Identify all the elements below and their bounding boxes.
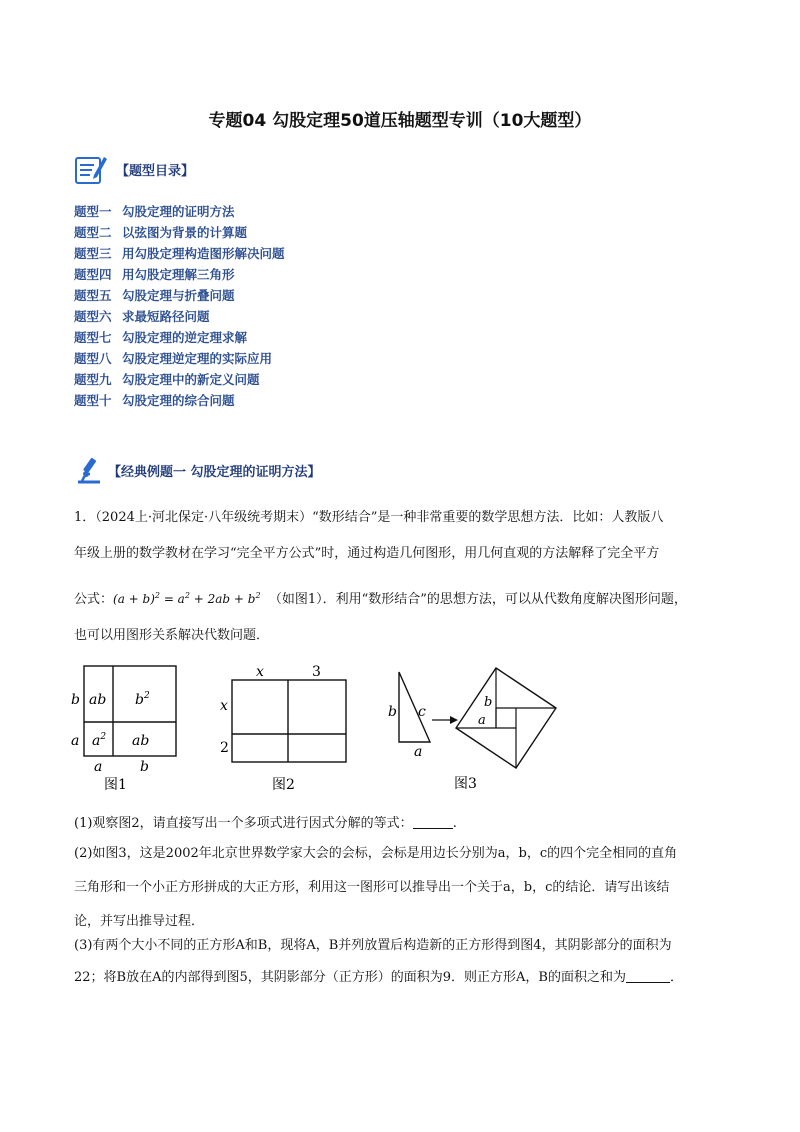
section-header xyxy=(74,456,321,484)
fig3-label-a: a xyxy=(414,744,423,760)
toc-item[interactable]: 题型一 勾股定理的证明方法 xyxy=(74,204,235,219)
toc-item[interactable]: 题型八 勾股定理逆定理的实际应用 xyxy=(74,351,273,366)
problem-line: 年级上册的数学教材在学习“完全平方公式”时，通过构造几何图形，用几何直观的方法解释了完全平方 xyxy=(74,546,660,561)
fig3-inner-b: b xyxy=(484,695,493,710)
toc-item[interactable]: 题型五 勾股定理与折叠问题 xyxy=(74,288,235,303)
fig1-label-bottom-a: a xyxy=(94,759,103,775)
figure-3 xyxy=(386,664,566,792)
fig1-label-b: b xyxy=(71,692,80,708)
fig3-inner-a: a xyxy=(478,713,486,728)
fig2-caption: 图2 xyxy=(272,777,295,792)
question-2-line: (2)如图3，这是2002年北京世界数学家大会的会标，会标是用边长分别为a，b，c的四个完全相同的直角 xyxy=(74,846,678,861)
toc-item[interactable]: 题型四 用勾股定理解三角形 xyxy=(74,267,235,282)
toc-item[interactable]: 题型九 勾股定理中的新定义问题 xyxy=(74,372,260,387)
fig2-label-3: 3 xyxy=(312,664,321,680)
toc-item[interactable]: 题型七 勾股定理的逆定理求解 xyxy=(74,330,248,345)
formula: $(a + b)^2 = a^2 + 2ab + b^2$ xyxy=(113,591,261,606)
figure-1 xyxy=(70,664,180,792)
fig3-caption: 图3 xyxy=(454,776,477,792)
question-2-line: 论，并写出推导过程． xyxy=(74,914,205,929)
toc-header-label: 【题型目录】 xyxy=(116,163,195,179)
toc-item[interactable]: 题型三 用勾股定理构造图形解决问题 xyxy=(74,246,285,261)
fig1-label-a: a xyxy=(71,733,80,749)
fig1-label-ab: ab xyxy=(89,692,107,708)
page-title: 专题04 勾股定理50道压轴题型专训（10大题型） xyxy=(208,111,592,131)
question-2-line: 三角形和一个小正方形拼成的大正方形，利用这一图形可以推导出一个关于a，b，c的结论．请写出该结 xyxy=(74,880,670,895)
toc-item[interactable]: 题型六 求最短路径问题 xyxy=(74,309,210,324)
fig3-label-c: c xyxy=(418,704,426,720)
microscope-icon xyxy=(74,456,104,484)
problem-line: 也可以用图形关系解决代数问题． xyxy=(74,628,270,643)
question-3-line: 22；将B放在A的内部得到图5，其阴影部分（正方形）的面积为9．则正方形A，B的面积之和为 ． xyxy=(74,970,683,985)
problem-line: 1．（2024上·河北保定·八年级统考期末）“数形结合”是一种非常重要的数学思想方法．比如：人教版八 xyxy=(74,510,664,525)
toc-item[interactable]: 题型二 以弦图为背景的计算题 xyxy=(74,225,248,240)
toc-header xyxy=(74,152,194,186)
fig1-label-b2: $b^2$ xyxy=(135,691,150,708)
answer-blank[interactable] xyxy=(626,970,670,983)
section-header-label: 【经典例题一 勾股定理的证明方法】 xyxy=(108,464,321,480)
question-3-line: (3)有两个大小不同的正方形A和B，现将A，B并列放置后构造新的正方形得到图4，其阴影部分的面积为 xyxy=(74,938,672,953)
fig1-label-bottom-b: b xyxy=(140,759,149,775)
answer-blank[interactable] xyxy=(413,816,453,829)
problem-line-formula: 公式：$(a + b)^2 = a^2 + 2ab + b^2$ （如图1）．利用“数形结合”的思想方法，可以从代数角度解决图形问题， xyxy=(74,591,687,607)
figure-2 xyxy=(218,662,358,792)
fig2-label-x-left: x xyxy=(220,698,228,714)
fig1-label-ab-bottom: ab xyxy=(132,733,150,749)
notepad-pencil-icon xyxy=(74,153,108,185)
toc-list xyxy=(74,201,285,411)
fig1-label-a2: $a^2$ xyxy=(92,732,107,749)
question-1: (1)观察图2，请直接写出一个多项式进行因式分解的等式： . xyxy=(74,816,457,831)
fig2-label-2: 2 xyxy=(220,740,229,756)
fig3-label-b: b xyxy=(388,704,397,720)
fig1-caption: 图1 xyxy=(104,777,127,792)
fig2-label-x-top: x xyxy=(256,664,264,680)
toc-item[interactable]: 题型十 勾股定理的综合问题 xyxy=(74,393,235,408)
